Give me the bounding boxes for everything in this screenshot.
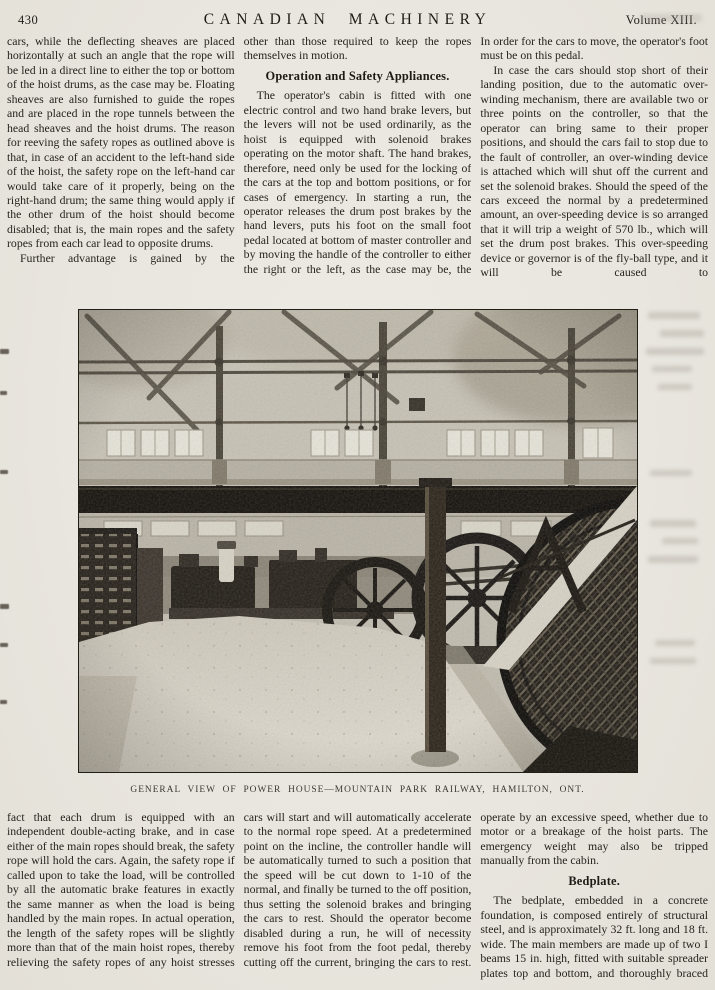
bottom-column-1 <box>7 810 235 990</box>
body-paragraph: In case the cars should stop short of their landing position, due to the automatic over-winding mechanism, there are available two or three points on the controller, so that the operator can bring same to their proper positions, and should the cars fail to stop due to the fault of controller, an over-winding device is attached which will shut off the current and set the solenoid brakes. Should the speed of the cars exceed the normal by a predetermined amount, an over-speeding device is so arranged that it will trip a weight of 570 lb., which will set the drum post brakes. This over-speeding device or governor is of the fly-ball type, and it will be caused to <box>480 62 709 280</box>
bleed-artifact <box>648 312 700 319</box>
bleed-artifact <box>648 556 698 563</box>
binding-mark <box>0 604 9 609</box>
body-paragraph: The bedplate, embedded in a concrete foundation, is composed entirely of structural steel, and is approximately 32 ft. long and 18 ft. wide. The main members are made up of two I beams 15 in. high, fitted with suitable spreader plates top and bottom, and thoroughly braced <box>480 893 709 980</box>
bottom-column-2 <box>244 810 472 990</box>
section-heading-operation: Operation and Safety Appliances. <box>265 68 450 83</box>
body-paragraph: Further advantage is gained by the <box>20 250 235 265</box>
section-heading-bedplate: Bedplate. <box>568 873 621 888</box>
body-paragraph: fact that each drum is equipped with an independent double-acting brake, and in case either of the main ropes should break, the safety rope will hold the cars. Again, the safety rope if called upon to take the load, will be controlled by all the automatic brake features in exactly the same manner as when the load is being handled by the main ropes. In actual operation, the length of the safety ropes will be slightly more than that of the main hoist ropes, thereby relieving the safety ropes of any hoist stresses <box>7 810 235 969</box>
binding-mark <box>0 470 8 474</box>
bleed-artifact <box>646 348 704 355</box>
volume-label: Volume XIII. <box>625 13 697 27</box>
bottom-column-3 <box>480 810 708 990</box>
power-house-photo <box>78 309 638 773</box>
bleed-artifact <box>652 366 692 372</box>
figure-power-house <box>0 309 715 795</box>
top-column-3 <box>480 34 708 298</box>
bleed-artifact <box>660 330 704 337</box>
binding-mark <box>0 349 9 354</box>
bleed-artifact <box>650 520 696 527</box>
bleed-artifact <box>650 658 696 664</box>
bleed-artifact <box>662 538 698 544</box>
power-house-photo-graphic <box>79 310 637 772</box>
top-column-2 <box>244 34 472 298</box>
bleed-artifact <box>650 470 692 476</box>
bleed-artifact <box>640 14 702 22</box>
body-paragraph: operate by an excessive speed, whether due to motor or a breakage of the hoist parts. The emergency weight may also be tripped manually from the cabin. <box>480 810 709 868</box>
figure-caption: GENERAL VIEW OF POWER HOUSE—MOUNTAIN PARK RAILWAY, HAMILTON, ONT. <box>130 785 585 795</box>
magazine-title: CANADIAN MACHINERY <box>203 11 492 28</box>
top-column-1 <box>7 34 235 298</box>
bleed-artifact <box>655 640 695 646</box>
body-paragraph: cars, while the deflecting sheaves are placed horizontally at such an angle that the rope will be led in a direct line to either the top or bottom of the hoist drums, as the case may be. Floating sheaves are also furnished to guide the ropes and are placed in the rope tunnels between the head sheaves and the hoist drums. The reason for reeving the safety ropes as outlined above is that, in case of an accident to the left-hand side of the hoist, the safety rope on the left-hand car would take care of it properly, being on the right-hand drum; the same thing would apply if the other drum of the hoist should become disabled; that is, the main ropes and the safety ropes from each car lead to opposite drums. <box>7 34 235 251</box>
binding-mark <box>0 643 8 647</box>
page-header <box>0 0 715 29</box>
bottom-text-section <box>0 805 715 990</box>
body-paragraph: In order for the cars to move, the operator's foot must be on this pedal. <box>480 34 709 63</box>
binding-mark <box>0 700 7 704</box>
body-paragraph: other than those required to keep the ropes themselves in motion. <box>243 34 472 63</box>
page-number: 430 <box>18 13 39 27</box>
top-text-section <box>0 29 715 298</box>
binding-mark <box>0 391 7 395</box>
body-paragraph: cars will start and will automatically accelerate to the normal rope speed. At a predetermined point on the incline, the controller handle will be automatically turned to such a position that the speed will be cut down to 1-10 of the normal, and finally be turned to the off position, thus setting the solenoid brakes and bringing the cars to rest. Should the operator become disabled during a run, he will of necessity remove his foot from the foot pedal, thereby cutting off the current, bringing the cars to rest. <box>243 810 472 969</box>
bleed-artifact <box>658 384 692 390</box>
body-paragraph: The operator's cabin is fitted with one electric control and two hand brake levers, but the levers will not be used ordinarily, as the hoist is equipped with solenoid brakes operating on the motor shaft. The hand brakes, therefore, need only be used for the locking of the cars at the top and bottom positions, or for cases of emergency. In starting a run, the operator releases the drum post brakes by the hand levers, puts his foot on the small foot pedal located at bottom of master controller and by moving the handle of the controller to either the right or the left, as the case may be, the <box>243 88 472 276</box>
